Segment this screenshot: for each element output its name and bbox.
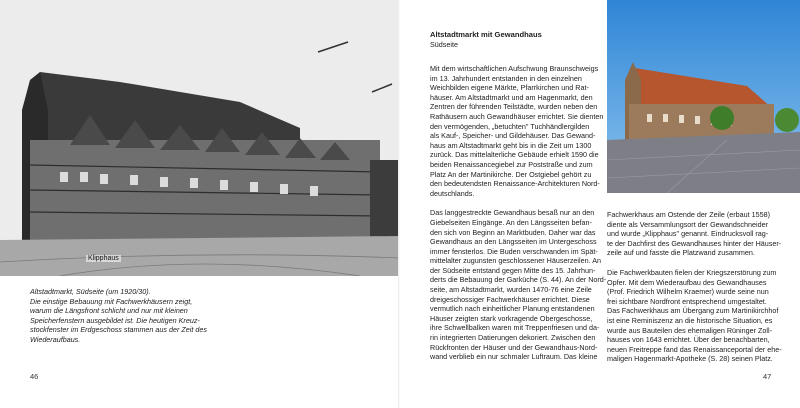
photo-label-klipphaus: Klipphaus [88,255,119,262]
text-line: Giebelseiten Eingänge. An den Längsseiten befan- [430,217,592,227]
caption-line: stockfenster im Erdgeschoss stammen aus der Zeit des [30,325,207,335]
text-line: zeile auf und fasste die Platzwand zusammen. [607,248,755,258]
caption-line: warum die Längsfront schlicht und nur mit kleinen [30,306,188,316]
text-line: frei sichtbare Nordfront entsprechend umgestaltet. [607,296,767,306]
text-line: Opfer. Mit dem Wiederaufbau des Gewandhauses [607,277,767,287]
text-line: Rathäusern auch Gewandhäuser errichtet. Sie dienten [430,111,604,121]
text-line: und wurde „Klipphaus" genannt. Eindrucksvoll rag- [607,229,769,239]
text-line: ihre Schwellbalken waren mit Treppenfriesen und da- [430,323,600,333]
text-line: Häuser zeigten stark vorkragende Obergeschosse, [430,313,593,323]
text-line: zurück. Das mittelalterliche Gebäude erhielt 1590 die [430,150,599,160]
text-line: maligen Hagenmarkt-Apotheke (S. 28) seinen Platz. [607,354,773,364]
text-line: dreigeschossiger Fachwerkhäuser errichtet. Diese [430,294,590,304]
text-line: wand verblieb ein nur schmaler Luftraum. Das kleine [430,352,598,362]
text-line: te der Dachfirst des Gewandhauses hinter der Häuser- [607,238,782,248]
text-line: Rückfronten der Häuser und der Gewandhaus-Nord- [430,342,598,352]
paragraph [430,64,602,198]
text-line: den sich von Beginn an Marktbuden. Daher war das [430,227,596,237]
historic-photo-altstadtmarkt [0,0,400,276]
caption-line: Speicherfenstern ausgebildet ist. Die heutigen Kreuz- [30,315,200,325]
section-title: Altstadtmarkt mit Gewandhaus [430,30,542,39]
text-line: Weichbilden eigene Märkte, Pfarrkirchen und Rat- [430,83,589,93]
text-line: vermutlich nach einheitlicher Planung entstandenen [430,304,595,314]
text-line: häuser. Am Altstadtmarkt und am Hagenmarkt, den [430,92,593,102]
text-line: hauses von 1643 errichtet. Über der benachbarten, [607,335,770,345]
modern-photo-gewandhaus [607,0,800,193]
text-line: den vermögenden, „betuchten" Tuchhändlergilden [430,121,590,131]
text-line: Mit dem wirtschaftlichen Aufschwung Braunschweigs [430,64,599,73]
photo-caption [30,287,360,345]
section-subtitle: Südseite [430,40,458,49]
text-line: mittelalter zugunsten geschlossener Häuserzeilen. An [430,256,601,266]
text-line: beiden Renaissancegiebel zur Poststraße und zum [430,159,593,169]
text-line: neuen Freitreppe fand das Renaissanceportal der ehe- [607,344,782,354]
text-line: haus am Altstadtmarkt geht bis in die Zeit um 1300 [430,140,592,150]
text-line: (Prof. Friedrich Wilhelm Kraemer) wurde seine nun [607,287,769,297]
text-line: ist eine Reminiszenz an die historische Situation, es [607,315,773,325]
text-line: deutschlands. [430,188,475,198]
text-line: rin integrierten Datierungen dekoriert. Zwischen den [430,333,596,343]
caption-line: Altstadtmarkt, Südseite (um 1920/30). [30,287,151,296]
text-column-1 [430,30,607,362]
text-line: im 13. Jahrhundert entstanden in den einzelnen [430,73,582,83]
text-column-2 [607,210,782,364]
text-line: seite, am Altstadtmarkt, wurden 1470-76 eine Zeile [430,285,592,295]
text-line: immer fensterlos. Die Buden verschwanden im Spät- [430,246,598,256]
paragraph [430,208,607,362]
text-line: derts die Bebauung der Garküche (S. 44). An der Nord- [430,275,607,285]
text-line: den bedeutendsten Renaissance-Architekturen Nord- [430,179,600,189]
text-line: wurde aus Bauteilen des ehemaligen Rüninger Zoll- [607,325,773,335]
text-line: der Südseite entstand gegen Mitte des 15. Jahrhun- [430,265,596,275]
caption-line: Die einstige Bebauung mit Fachwerkhäusern zeigt, [30,296,193,306]
page-number-left: 46 [30,372,39,381]
text-line: Zentren der führenden Teilstädte, wurden neben den [430,102,598,112]
text-line: Platz An der Martinikirche. Der Ostgiebel gehört zu [430,169,592,179]
text-line: Das Fachwerkhaus am Übergang zum Martinikirchhof [607,306,779,316]
text-line: Fachwerkhaus am Ostende der Zeile (erbaut 1558) [607,210,770,219]
text-line: Das langgestreckte Gewandhaus besaß nur an den [430,208,595,218]
paragraph [607,267,782,364]
text-line: als Kauf-, Speicher- und Gildehäuser. Das Gewand- [430,131,596,141]
text-line: diente als Versammlungsort der Gewandschneider [607,219,769,229]
text-line: Die Fachwerkbauten fielen der Kriegszerstörung zum [607,267,777,277]
text-line: Gewandhaus an den Längsseiten im Untergeschoss [430,237,597,247]
paragraph [607,210,782,258]
caption-line: Wiederaufbaus. [30,334,81,344]
page-number-right: 47 [763,372,772,381]
